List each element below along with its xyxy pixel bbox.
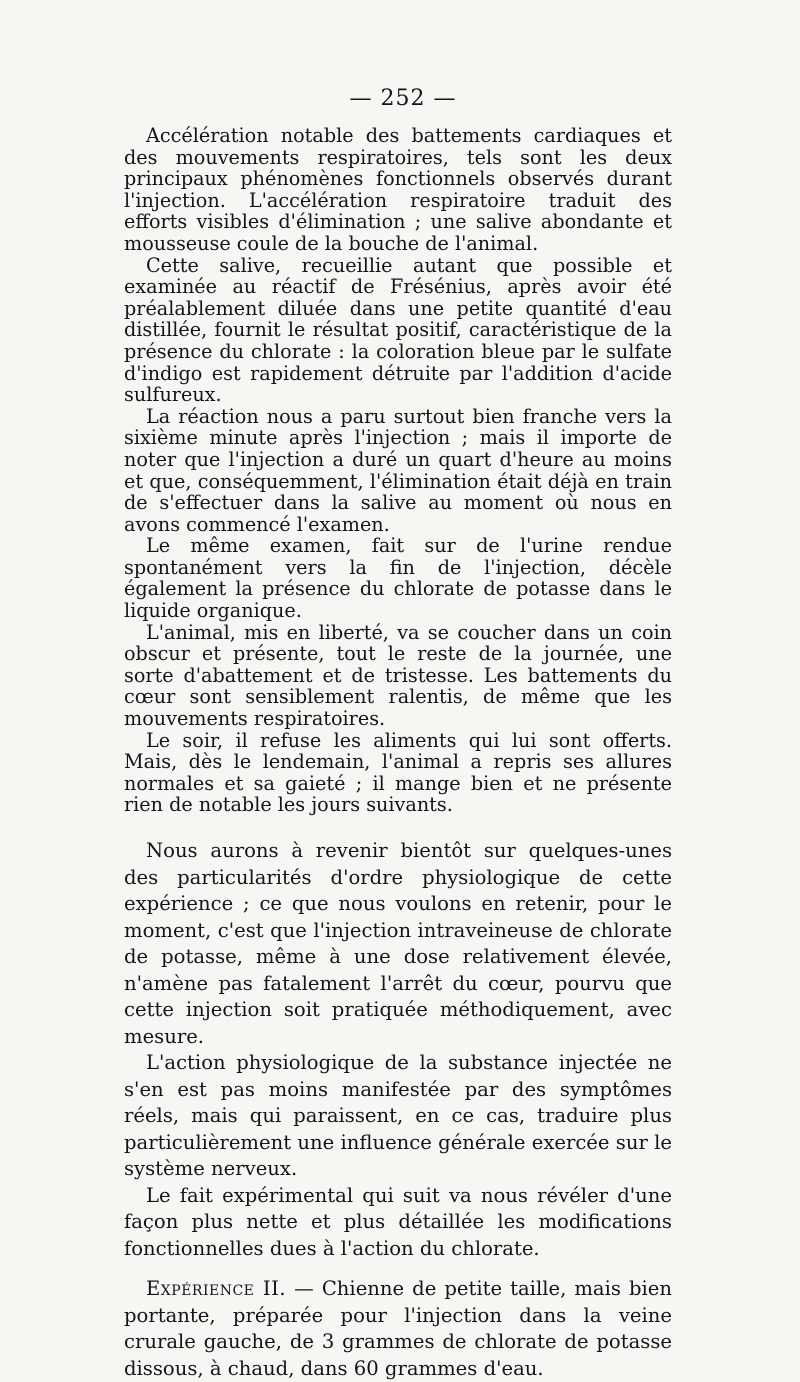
experiment-text: — Chienne de petite taille, mais bien portante, préparée pour l'injection dans la veine crurale gauche, de 3 grammes de chlorate de potasse dissous, à chaud, dans 60 grammes d'eau. [124, 1277, 672, 1380]
paragraph: L'animal, mis en liberté, va se coucher dans un coin obscur et présente, tout le reste de la journée, une sorte d'abattement et de tristesse. Les battements du cœur sont sensiblement ralentis, de même que les mouvements respiratoires. [124, 620, 672, 731]
paragraph: Le soir, il refuse les aliments qui lui sont offerts. Mais, dès le lendemain, l'animal a repris ses allures normales et sa gaieté ; il mange bien et ne présente rien de notable les jours suivants. [124, 728, 672, 817]
paragraph: Le même examen, fait sur de l'urine rendue spontanément vers la fin de l'injection, décèle également la présence du chlorate de potasse dans le liquide organique. [124, 534, 672, 623]
section-observation [124, 125, 672, 816]
page-number: — 252 — [349, 86, 457, 111]
paragraph: Cette salive, recueillie autant que possible et examinée au réactif de Frésénius, après avoir été préalablement diluée dans une petite quantité d'eau distillée, fournit le résultat positif, caractéristique de la présence du chlorate : la coloration bleue par le sulfate d'indigo est rapidement détruite par l'addition d'acide sulfureux. [124, 253, 672, 407]
paragraph: Accélération notable des battements cardiaques et des mouvements respiratoires, tels sont les deux principaux phénomènes fonctionnels observés durant l'injection. L'accélération respiratoire traduit des efforts visibles d'élimination ; une salive abondante et mousseuse coule de la bouche de l'animal. [124, 124, 672, 255]
section-gap [124, 1262, 672, 1276]
experiment-label: Expérience II. [146, 1277, 287, 1300]
experiment-paragraph [124, 1276, 672, 1382]
section-experiment [124, 1276, 672, 1382]
paragraph: L'action physiologique de la substance injectée ne s'en est pas moins manifestée par des symptômes réels, mais qui paraissent, en ce cas, traduire plus particulièrement une influence générale exercée sur le système nerveux. [124, 1051, 672, 1180]
paragraph: Nous aurons à revenir bientôt sur quelques-unes des particularités d'ordre physiologique de cette expérience ; ce que nous voulons en retenir, pour le moment, c'est que l'injection intraveineuse de chlorate de potasse, même à une dose relativement élevée, n'amène pas fatalement l'arrêt du cœur, pourvu que cette injection soit pratiquée méthodiquement, avec mesure. [124, 839, 672, 1048]
section-gap [124, 816, 672, 838]
paragraph: La réaction nous a paru surtout bien franche vers la sixième minute après l'injection ; mais il importe de noter que l'injection a duré un quart d'heure au moins et que, conséquemment, l'élimination était déjà en train de s'effectuer dans la salive au moment où nous en avons commencé l'examen. [124, 404, 672, 536]
section-discussion [124, 838, 672, 1262]
paragraph: Le fait expérimental qui suit va nous révéler d'une façon plus nette et plus détaillée les modifications fonctionnelles dues à l'action du chlorate. [124, 1183, 672, 1260]
